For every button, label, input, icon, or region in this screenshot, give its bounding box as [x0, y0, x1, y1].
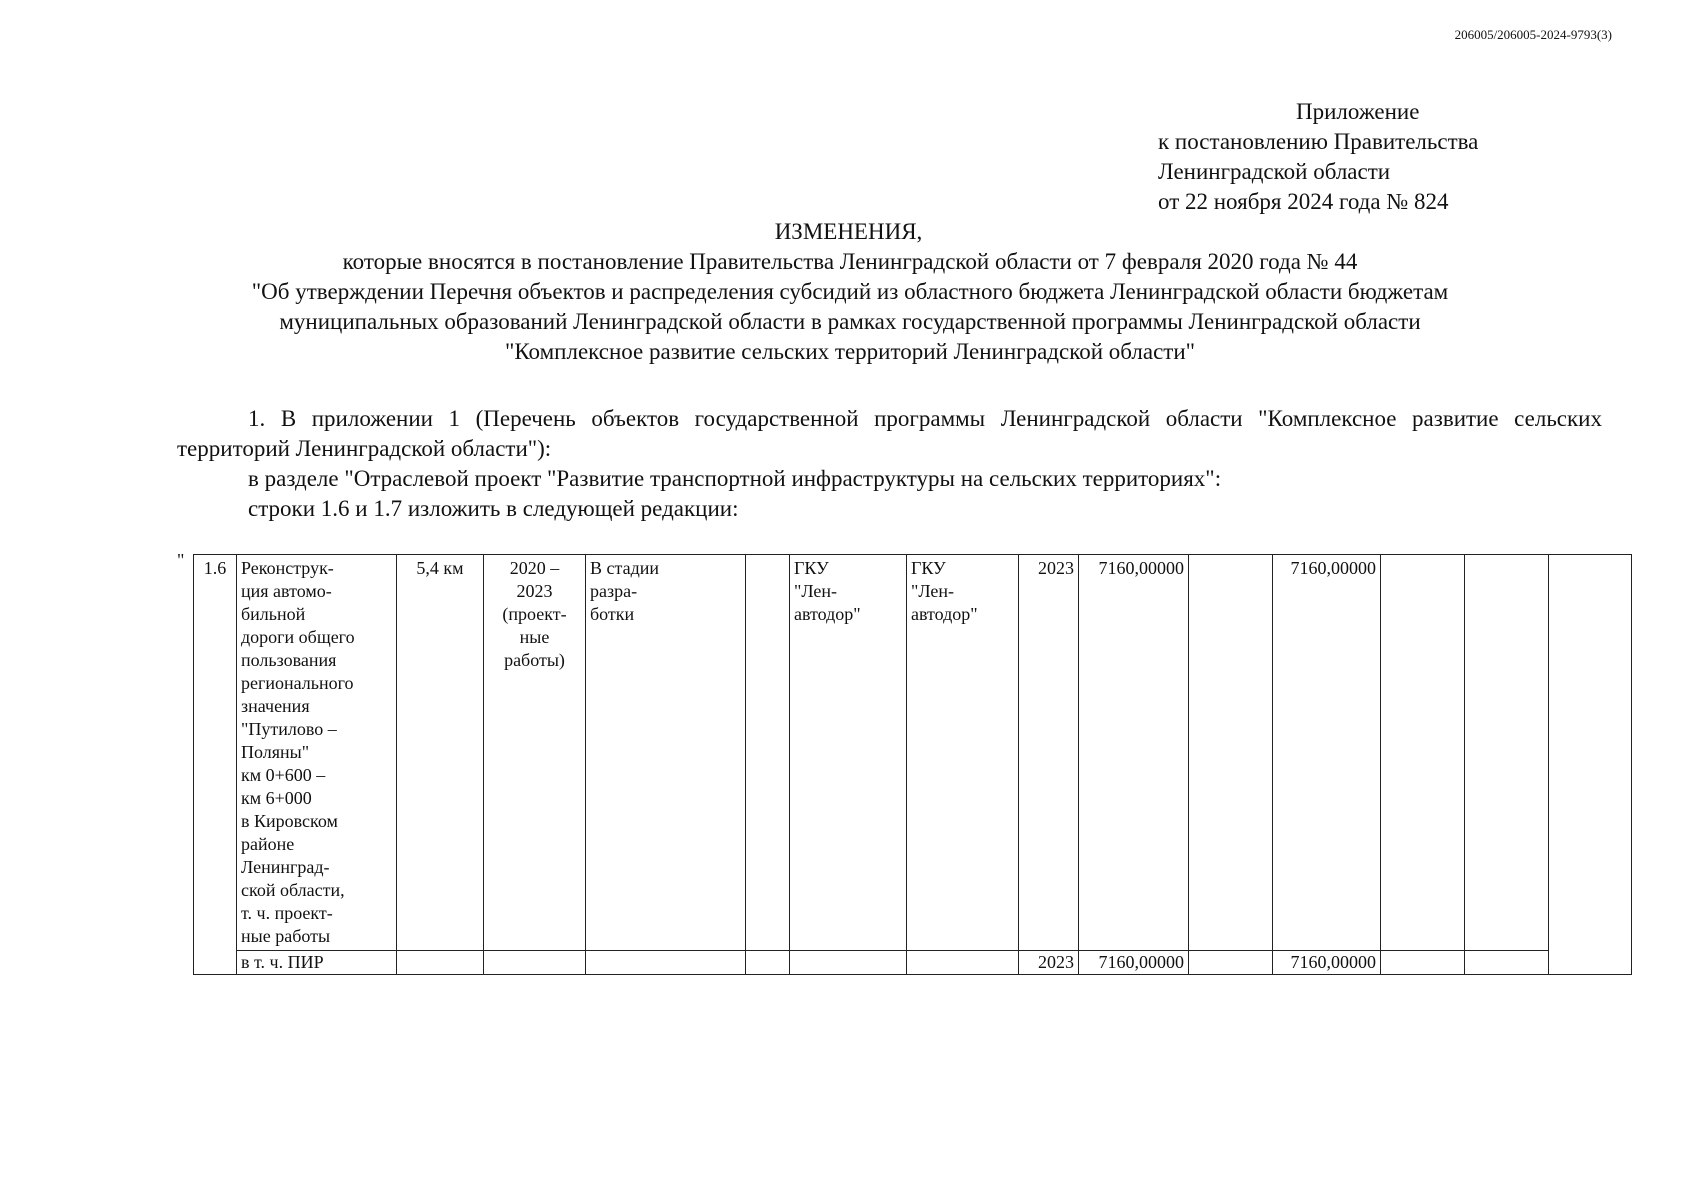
stage-cell: В стадии разра- ботки [586, 555, 746, 951]
other-cell [1465, 555, 1549, 951]
sub-name-cell: в т. ч. ПИР [237, 951, 397, 975]
federal-cell [1189, 555, 1273, 951]
sub-period-cell [484, 951, 586, 975]
sub-other-cell [1465, 951, 1549, 975]
capacity-cell: 5,4 км [397, 555, 484, 951]
sub-federal-cell [1189, 951, 1273, 975]
table-open-quote: " [177, 550, 185, 570]
appendix-block [1158, 97, 1478, 217]
row-number: 1.6 [194, 555, 237, 975]
sub-empty-cell [746, 951, 790, 975]
local-cell [1381, 555, 1465, 951]
sub-total-cell: 7160,00000 [1079, 951, 1189, 975]
appendix-line-2: к постановлению Правительства [1158, 129, 1479, 154]
sub-year-cell: 2023 [1019, 951, 1079, 975]
regional-cell: 7160,00000 [1273, 555, 1381, 951]
paragraph-1: 1. В приложении 1 (Перечень объектов государственной программы Ленинградской области "Комплексное развитие сельских территорий Ленинградской области"): [177, 406, 1602, 461]
table-row [194, 555, 1632, 951]
sub-developer-cell [907, 951, 1019, 975]
appendix-line-3: Ленинградской области [1158, 159, 1391, 184]
intro-line-1: которые вносятся в постановление Правительства Ленинградской области от 7 февраля 2020 года № 44 [342, 249, 1358, 274]
appendix-line-4: от 22 ноября 2024 года № 824 [1158, 189, 1449, 214]
total-cell: 7160,00000 [1079, 555, 1189, 951]
paragraph-3: строки 1.6 и 1.7 изложить в следующей редакции: [248, 496, 739, 521]
empty-cell [746, 555, 790, 951]
sub-local-cell [1381, 951, 1465, 975]
intro-line-2: "Об утверждении Перечня объектов и распределения субсидий из областного бюджета Ленинградской области бюджетам [251, 279, 1449, 304]
sub-capacity-cell [397, 951, 484, 975]
document-id: 206005/206005-2024-9793(3) [1454, 27, 1612, 42]
appendix-title: Приложение [1296, 99, 1420, 124]
sub-stage-cell [586, 951, 746, 975]
object-name-cell: Реконструк- ция автомо- бильной дороги общего пользования регионального значения "Путилово – Поляны" км 0+600 – км 6+000 в Кировском районе Ленинград- ской области, т. ч. проект- ные работы [237, 555, 397, 951]
customer-cell: ГКУ "Лен- автодор" [790, 555, 907, 951]
year-cell: 2023 [1019, 555, 1079, 951]
paragraph-2: в разделе "Отраслевой проект "Развитие транспортной инфраструктуры на сельских территориях": [248, 466, 1222, 491]
intro-line-4: "Комплексное развитие сельских территорий Ленинградской области" [504, 339, 1196, 364]
document-intro [120, 247, 1580, 367]
intro-line-3: муниципальных образований Ленинградской области в рамках государственной программы Ленинградской области [279, 309, 1421, 334]
document-title: ИЗМЕНЕНИЯ, [774, 219, 923, 244]
sub-regional-cell: 7160,00000 [1273, 951, 1381, 975]
body-text [177, 404, 1602, 524]
period-cell: 2020 – 2023 (проект- ные работы) [484, 555, 586, 951]
table-row [194, 951, 1632, 975]
extra-cell [1549, 555, 1632, 975]
changes-table [193, 554, 1632, 975]
developer-cell: ГКУ "Лен- автодор" [907, 555, 1019, 951]
sub-customer-cell [790, 951, 907, 975]
